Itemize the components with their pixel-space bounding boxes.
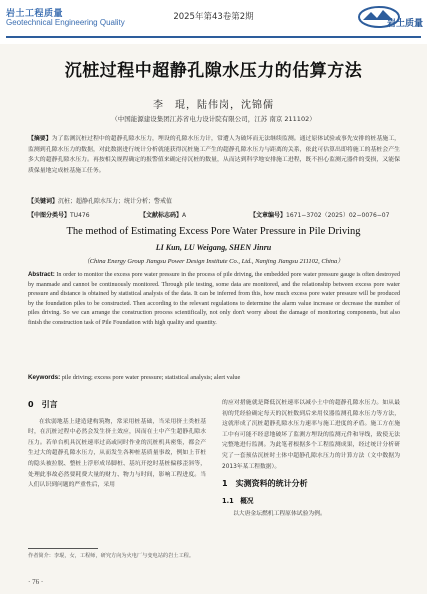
body-column-left: [28, 398, 206, 491]
paragraph-overview: 以大唐金坛燃机工程原体试验为例。: [233, 511, 326, 518]
document-code: 【文献标志码】A: [140, 212, 187, 219]
article-id: 【文章编号】1671−3702（2025）02−0076−07: [250, 212, 390, 219]
subsection-heading-overview: 1.1 概况: [222, 496, 254, 505]
article-title-en: The method of Estimating Excess Pore Water Pressure in Pile Driving: [66, 226, 361, 237]
section-heading-statistics: 1 实测资料的统计分析: [222, 479, 308, 489]
authors-zh: 李 琨，陆伟岗，沈锦儒: [153, 100, 274, 111]
paragraph-introduction-continued: 的应对措施就是降低沉桩速率以减小土中的超静孔隙水压力。如从最初的凭经验确定每天的沉桩数到后来用仪器监测孔隙水压力等方法，这就形成了沉桩超静孔隙水压力速率与施工进度的矛盾。施工方在施工中有可能不经意地破坏了监测方埋设的监测元件和导线，致使无法完整地进行监测。为此笔者根据多个工程监测成果，经过统计分析研究了一套预估沉桩时土体中超静孔隙水压力的计算方法（文中数据为2013年某工程数据）。: [222, 400, 400, 470]
page-number: · 76 ·: [28, 578, 44, 586]
keywords-zh-label: 【关键词】: [28, 198, 59, 205]
abstract-en-label: Abstract:: [28, 271, 55, 278]
journal-name-zh: 岩土工程质量: [6, 9, 64, 19]
paragraph-introduction: 在软弱地基上建造建构筑物，常采用桩基础，当采用挤土类桩基时，在沉桩过程中必然会发生挤土效应，因而在土中产生超静孔隙水压力。若单台机具沉桩速率过高或同时作业的沉桩机具密集，都会产生过大的超静孔隙水压力，从而发生各种桩基质量事故，例如上节桩的隐头被拉脱、整桩上浮形成吊脚桩、基坑开挖时基桩偏移歪斜等，处理此事故必然要耗费大量的财力、物力与时间，影响工程进度。当人们认识到问题的严重性后，采用: [28, 418, 206, 489]
abstract-zh: [28, 134, 400, 176]
journal-logo-icon: [357, 4, 424, 30]
keywords-en-text: pile driving; excess pore water pressure; statistical analysis; alert value: [61, 374, 241, 381]
header-rule: [6, 36, 421, 38]
keywords-zh-text: 沉桩；超静孔隙水压力；统计分析；警戒值: [58, 198, 173, 205]
authors-en: LI Kun, LU Weigang, SHEN Jinru: [155, 243, 272, 252]
issue-info: 2025年第43卷第2期: [173, 12, 254, 22]
keywords-en-label: Keywords:: [28, 374, 61, 381]
abstract-zh-text: 为了监测沉桩过程中的超静孔隙水压力，埋设的孔隙水压力计，常遭人为破坏而无法继续监测。通过原体试验或事先安排的桩基施工，监测到孔隙水压力的数据，对此数据进行统计分析就能获得沉桩施工产生的超静孔隙水压力与距离的关系，依此可估算出即将施工的基桩会产生多大的超静孔隙水压力。再按相关规程确定的报警值来确定待沉桩的数量，从而达到科学地安排施工进程，既不担心监测元器件的受损，又能保质保量地完成桩基施工任务。: [28, 136, 401, 174]
clc-code: 【中图分类号】TU476: [28, 212, 90, 219]
article-title-zh: 沉桩过程中超静孔隙水压力的估算方法: [64, 61, 363, 81]
footnote-rule: [28, 548, 98, 549]
abstract-en: [28, 270, 400, 328]
header: [0, 0, 427, 44]
author-footnote: 作者简介：李琨，女，工程师，研究方向为火电厂与变电站的岩土工程。: [28, 553, 195, 559]
affiliation-en: （China Energy Group Jiangsu Power Design Institute Co., Ltd., Nanjing Jiangsu 211102, China）: [83, 258, 344, 265]
affiliation-zh: （中国能源建设集团江苏省电力设计院有限公司，江苏 南京 211102）: [111, 115, 316, 123]
journal-name-en: Geotechnical Engineering Quality: [6, 18, 125, 27]
keywords-en: [28, 374, 400, 381]
section-heading-introduction: 0 引言: [28, 400, 58, 409]
keywords-zh: [28, 196, 400, 205]
abstract-en-text: In order to monitor the excess pore water pressure in the process of pile driving, the embedded pore water pressure gauge is often destroyed by manmade and cannot be continuously monitored. Through pile testing, some data are monitored, and the relationship between excess pore water pressure and distance is obtained by statistical analysis of the data. It can be inferred from this, how much excess pore water pressure will be produced by the foundation piles to be constructed. Then according to the relevant regulations to determine the alarm value increase or decrease the number of piles driving. So we can arrange the construction process scientifically, not only don't worry about the damage of monitoring components, but also finish the construction task of Pile Foundation with high quality and quantity.: [28, 272, 400, 326]
journal-logo-text: 岩土质量: [387, 19, 424, 29]
abstract-zh-label: 【摘要】: [28, 136, 52, 142]
body-column-right: [222, 398, 400, 520]
